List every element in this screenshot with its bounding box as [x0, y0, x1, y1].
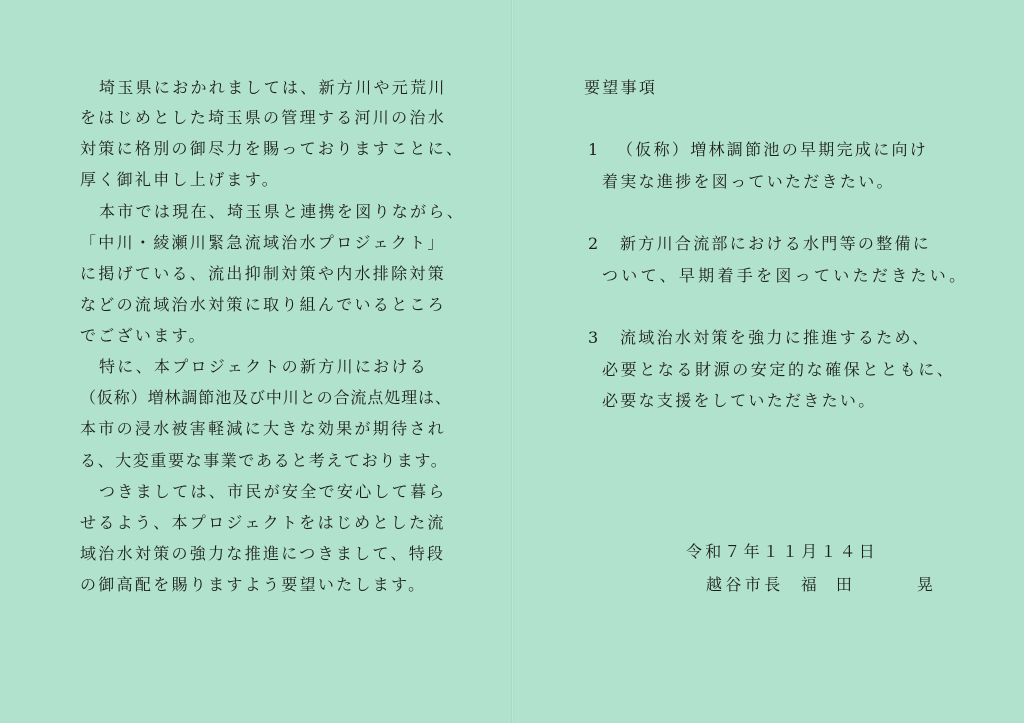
body-line: つきましては、市民が安全で安心して暮ら [99, 482, 447, 501]
body-line: 本市の浸水被害軽減に大きな効果が期待され [80, 419, 447, 438]
signature [706, 575, 933, 595]
request-line: 新方川合流部における水門等の整備に [620, 234, 932, 253]
body-line: でございます。 [80, 326, 207, 345]
request-line: 流域治水対策を強力に推進するため、 [620, 328, 931, 347]
request-line: 必要となる財源の安定的な確保とともに、 [602, 360, 956, 379]
left-page [0, 0, 511, 723]
body-line: 域治水対策の強力な推進につきまして、特段 [80, 544, 446, 563]
body-line: 特に、本プロジェクトの新方川における [99, 357, 429, 376]
document-date: 令和７年１１月１４日 [686, 542, 879, 561]
body-line: 本市では現在、埼玉県と連携を図りながら、 [99, 202, 466, 221]
signature-title: 越谷市長 [706, 575, 784, 594]
right-page [514, 0, 1024, 723]
body-line: 埼玉県におかれましては、新方川や元荒川 [99, 78, 447, 97]
body-line: 厚く御礼申し上げます。 [80, 170, 281, 189]
body-line: 「中川・綾瀬川緊急流域治水プロジェクト」 [80, 233, 446, 252]
body-line: （仮称）増林調節池及び中川との合流点処理は、 [80, 388, 452, 407]
body-line: せるよう、本プロジェクトをはじめとした流 [80, 513, 446, 532]
request-line: （仮称）増林調節池の早期完成に向け [617, 140, 929, 159]
request-line: 着実な進捗を図っていただきたい。 [602, 172, 895, 191]
body-line: に掲げている、流出抑制対策や内水排除対策 [80, 264, 447, 283]
request-number: 3 [588, 328, 599, 347]
body-line: をはじめとした埼玉県の管理する河川の治水 [80, 108, 447, 127]
requests-heading: 要望事項 [584, 78, 658, 97]
body-line: の御高配を賜りますよう要望いたします。 [80, 575, 427, 594]
request-number: 2 [588, 234, 599, 253]
body-line: 対策に格別の御尽力を賜っておりますことに、 [80, 139, 465, 158]
request-line: 必要な支援をしていただきたい。 [602, 391, 877, 410]
body-line: る、大変重要な事業であると考えております。 [80, 451, 449, 470]
request-number: 1 [588, 140, 599, 159]
signature-surname: 福 [800, 575, 817, 594]
signature-surname: 田 [835, 575, 852, 594]
body-line: などの流域治水対策に取り組んでいるところ [80, 295, 447, 314]
request-line: ついて、早期着手を図っていただきたい。 [602, 266, 969, 285]
signature-given-name: 晃 [916, 575, 933, 594]
